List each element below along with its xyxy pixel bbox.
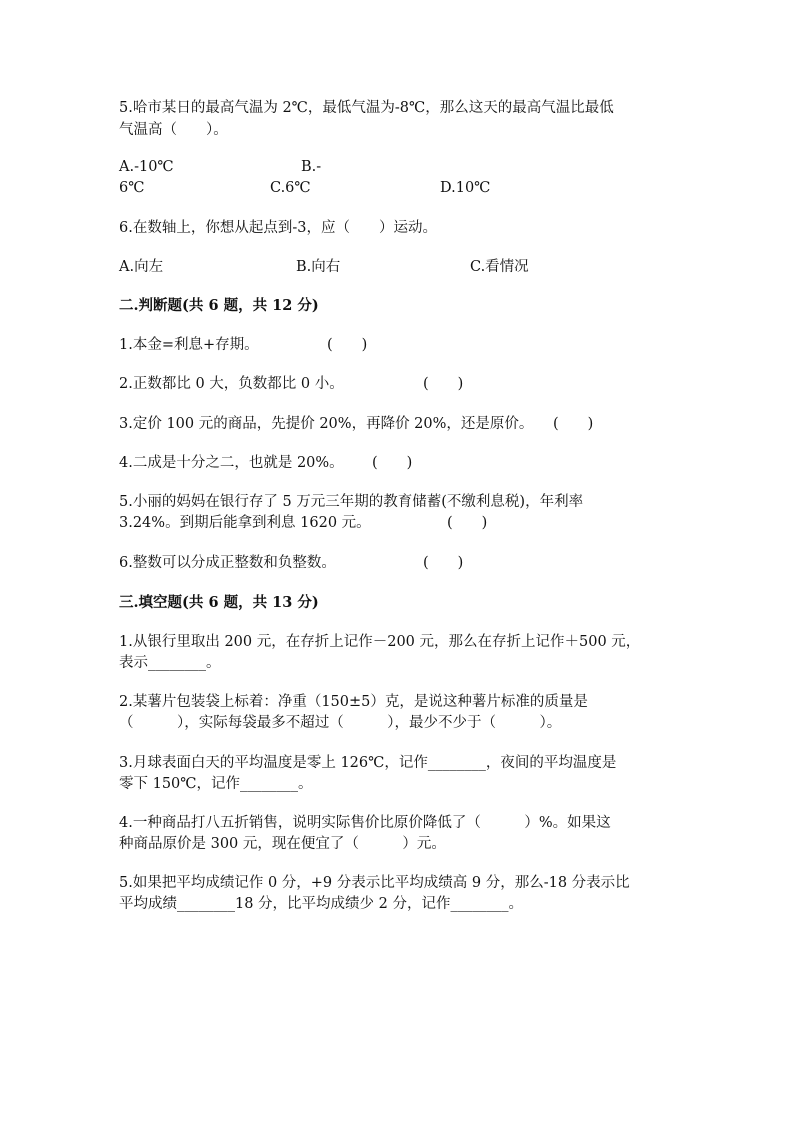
fill-q5-line2: 平均成绩________18 分，比平均成绩少 2 分，记作________。 bbox=[119, 896, 524, 912]
judge-item-5-line1: 5.小丽的妈妈在银行存了 5 万元三年期的教育储蓄(不缴利息税)，年利率 bbox=[119, 494, 584, 510]
fill-q2-line1: 2.某薯片包装袋上标着：净重（150±5）克，是说这种薯片标准的质量是 bbox=[119, 694, 588, 710]
q5-option-c: C.6℃ bbox=[270, 180, 311, 196]
judge-item-4: 4.二成是十分之二，也就是 20%。 bbox=[119, 455, 344, 471]
fill-q2-line2: （ ），实际每袋最多不超过（ ），最少不少于（ ）。 bbox=[119, 715, 562, 731]
judge-item-6: 6.整数可以分成正整数和负整数。 bbox=[119, 555, 336, 571]
q6-option-c: C.看情况 bbox=[470, 259, 529, 275]
q6-text: 6.在数轴上，你想从起点到-3，应（ ）运动。 bbox=[119, 220, 437, 236]
fill-q4-line1: 4.一种商品打八五折销售，说明实际售价比原价降低了（ ）%。如果这 bbox=[119, 815, 611, 831]
judge-item-1: 1.本金=利息+存期。 bbox=[119, 337, 259, 353]
q5-option-a: A.-10℃ bbox=[119, 159, 174, 175]
fill-q3-line2: 零下 150℃，记作________。 bbox=[119, 776, 313, 792]
judge-item-4-bracket: ( ) bbox=[372, 455, 413, 471]
fill-q4-line2: 种商品原价是 300 元，现在便宜了（ ）元。 bbox=[119, 836, 446, 852]
q6-option-b: B.向右 bbox=[296, 259, 341, 275]
fill-q1-line2: 表示________。 bbox=[119, 655, 221, 671]
q5-line1: 5.哈市某日的最高气温为 2℃，最低气温为-8℃，那么这天的最高气温比最低 bbox=[119, 100, 614, 116]
q6-option-a: A.向左 bbox=[119, 259, 164, 275]
q5-line2: 气温高（ ）。 bbox=[119, 122, 228, 138]
fill-q1-line1: 1.从银行里取出 200 元，在存折上记作－200 元，那么在存折上记作＋500 元， bbox=[119, 634, 641, 650]
judge-item-2: 2.正数都比 0 大，负数都比 0 小。 bbox=[119, 376, 344, 392]
judge-item-6-bracket: ( ) bbox=[423, 555, 464, 571]
judge-item-2-bracket: ( ) bbox=[423, 376, 464, 392]
q5-option-d: D.10℃ bbox=[440, 180, 491, 196]
fill-q3-line1: 3.月球表面白天的平均温度是零上 126℃，记作________，夜间的平均温度是 bbox=[119, 755, 617, 771]
fill-q5-line1: 5.如果把平均成绩记作 0 分，+9 分表示比平均成绩高 9 分，那么-18 分表示比 bbox=[119, 875, 630, 891]
part3-heading: 三.填空题(共 6 题，共 13 分) bbox=[119, 594, 319, 611]
judge-item-5-bracket: ( ) bbox=[447, 515, 488, 531]
judge-item-3: 3.定价 100 元的商品，先提价 20%，再降价 20%，还是原价。 bbox=[119, 416, 534, 432]
judge-item-1-bracket: ( ) bbox=[327, 337, 368, 353]
part2-heading: 二.判断题(共 6 题，共 12 分) bbox=[119, 297, 319, 314]
q5-option-b-end: 6℃ bbox=[119, 180, 145, 196]
q5-option-b-start: B.- bbox=[301, 159, 322, 175]
judge-item-5-line2: 3.24%。到期后能拿到利息 1620 元。 bbox=[119, 515, 371, 531]
judge-item-3-bracket: ( ) bbox=[553, 416, 594, 432]
